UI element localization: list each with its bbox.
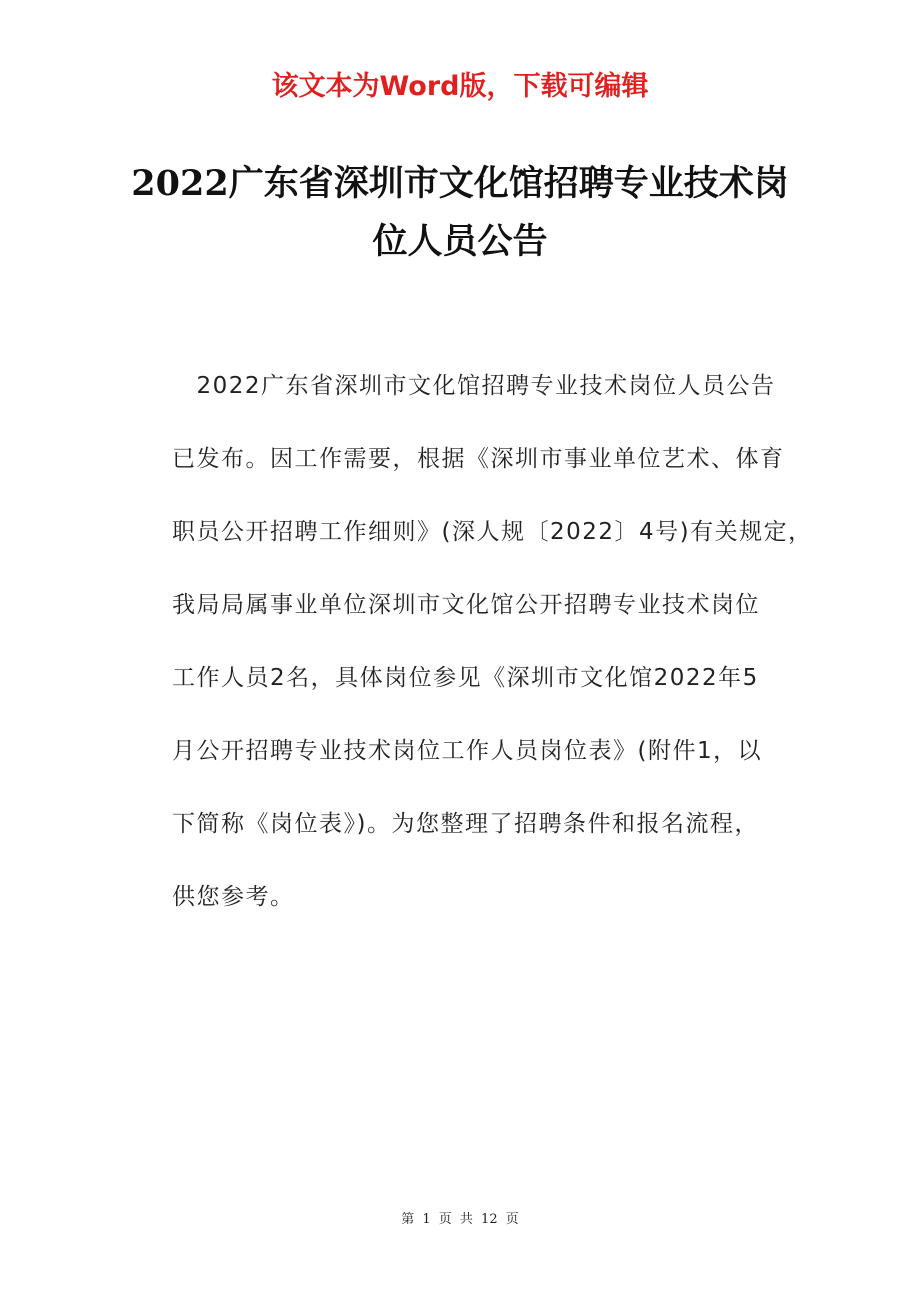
body-line: 月公开招聘专业技术岗位工作人员岗位表》(附件1，以 (172, 738, 763, 764)
body-line: 职员公开招聘工作细则》(深人规〔2022〕4号)有关规定， (172, 519, 813, 545)
body-line: 我局局属事业单位深圳市文化馆公开招聘专业技术岗位 (172, 592, 760, 618)
body-line: 工作人员2名，具体岗位参见《深圳市文化馆2022年5 (172, 665, 759, 691)
body-line: 供您参考。 (172, 884, 295, 910)
body-line: 已发布。因工作需要，根据《深圳市事业单位艺术、体育 (172, 446, 785, 472)
document-title-line-2: 位人员公告 (372, 221, 548, 262)
body-line: 2022广东省深圳市文化馆招聘专业技术岗位人员公告 (172, 373, 776, 399)
body-line: 下简称《岗位表》)。为您整理了招聘条件和报名流程， (172, 811, 759, 837)
body-paragraph (172, 360, 813, 944)
editable-word-banner: 该文本为Word版，下载可编辑 (271, 71, 649, 102)
page-number-footer: 第 1 页 共 12 页 (401, 1212, 519, 1227)
document-title-line-1: 2022广东省深圳市文化馆招聘专业技术岗 (131, 163, 789, 204)
